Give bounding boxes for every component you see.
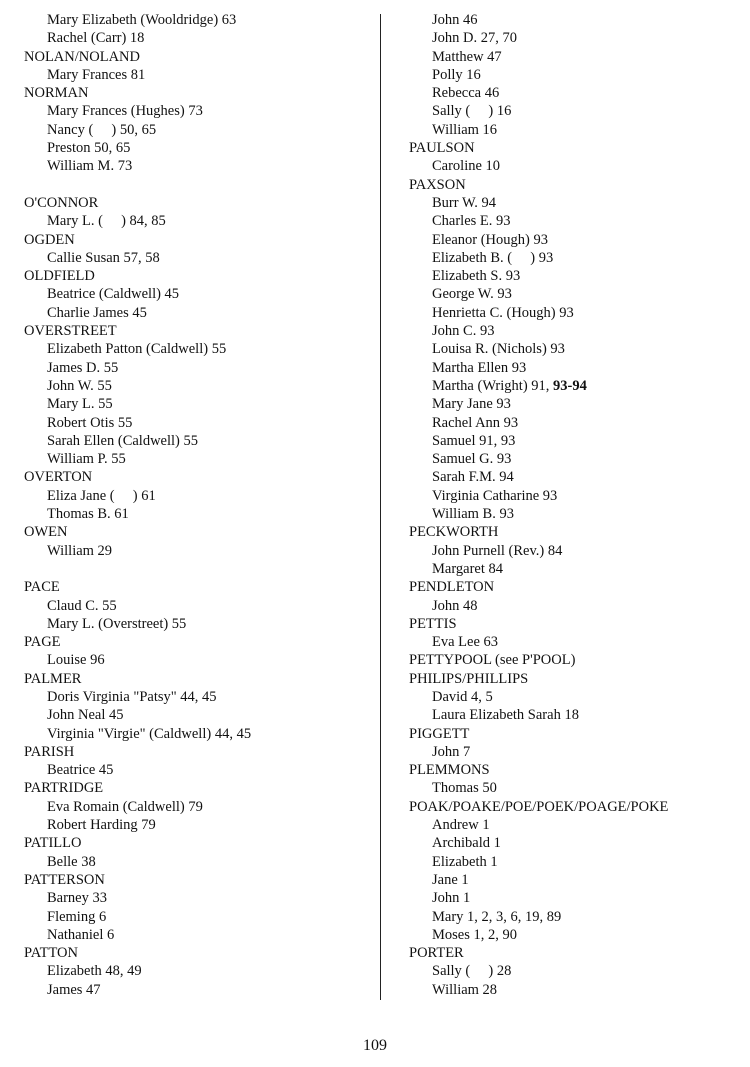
entry-text: Archibald 1 [432, 835, 501, 852]
name-entry [24, 359, 374, 377]
name-entry [409, 157, 744, 175]
name-entry [409, 267, 744, 285]
entry-text: Beatrice (Caldwell) 45 [47, 286, 180, 303]
name-entry [24, 505, 374, 523]
surname-heading [409, 176, 744, 194]
entry-text: PATILLO [24, 835, 82, 852]
entry-text: Sarah Ellen (Caldwell) 55 [47, 432, 198, 449]
name-entry [409, 249, 744, 267]
entry-text: Mary Frances (Hughes) 73 [47, 103, 203, 120]
name-entry [24, 487, 374, 505]
entry-text: Sally ( ) 28 [432, 963, 512, 980]
surname-heading [24, 871, 374, 889]
name-entry [24, 102, 374, 120]
entry-text: OGDEN [24, 231, 75, 248]
name-entry [24, 29, 374, 47]
name-entry [24, 908, 374, 926]
entry-text: John W. 55 [47, 377, 112, 394]
entry-text: PACE [24, 579, 60, 596]
entry-text: Mary 1, 2, 3, 6, 19, 89 [432, 908, 562, 925]
name-entry [24, 304, 374, 322]
entry-text: OVERTON [24, 469, 93, 486]
surname-heading [409, 523, 744, 541]
entry-text: Preston 50, 65 [47, 140, 131, 157]
name-entry [24, 121, 374, 139]
entry-text: Elizabeth B. ( ) 93 [432, 249, 554, 266]
name-entry [409, 121, 744, 139]
name-entry [409, 84, 744, 102]
entry-text: Sarah F.M. 94 [432, 469, 514, 486]
entry-text: William 29 [47, 542, 113, 559]
name-entry [24, 798, 374, 816]
entry-text: Virginia Catharine 93 [432, 487, 558, 504]
entry-text: Rebecca 46 [432, 85, 500, 102]
surname-heading [24, 468, 374, 486]
entry-text: Fleming 6 [47, 908, 107, 925]
page-number: 109 [363, 1037, 387, 1054]
surname-heading [24, 578, 374, 596]
entry-text: Eleanor (Hough) 93 [432, 231, 548, 248]
surname-heading [24, 322, 374, 340]
name-entry [24, 285, 374, 303]
entry-text: OWEN [24, 524, 68, 541]
entry-text: Barney 33 [47, 890, 107, 907]
name-entry [409, 102, 744, 120]
name-entry [409, 542, 744, 560]
entry-text: Beatrice 45 [47, 762, 114, 779]
name-entry [409, 853, 744, 871]
name-entry [24, 139, 374, 157]
name-entry [409, 194, 744, 212]
name-entry [409, 779, 744, 797]
name-entry [409, 231, 744, 249]
surname-heading [409, 139, 744, 157]
name-entry [409, 505, 744, 523]
entry-text: William M. 73 [47, 158, 133, 175]
name-entry [24, 395, 374, 413]
surname-heading [24, 231, 374, 249]
entry-text: James D. 55 [47, 359, 119, 376]
surname-heading [24, 633, 374, 651]
name-entry [24, 157, 374, 175]
name-entry [409, 908, 744, 926]
entry-text: Mary L. ( ) 84, 85 [47, 213, 166, 230]
surname-heading [409, 615, 744, 633]
entry-text: Martha Ellen 93 [432, 359, 527, 376]
name-entry [409, 432, 744, 450]
entry-text: PARISH [24, 743, 75, 760]
entry-text: Nancy ( ) 50, 65 [47, 121, 157, 138]
name-entry [24, 340, 374, 358]
name-entry [24, 962, 374, 980]
surname-heading [409, 651, 744, 669]
name-entry [409, 11, 744, 29]
entry-text: John C. 93 [432, 323, 495, 340]
name-entry [409, 981, 744, 999]
entry-text: George W. 93 [432, 286, 512, 303]
surname-heading [409, 578, 744, 596]
surname-heading [24, 194, 374, 212]
entry-text: Eva Lee 63 [432, 634, 499, 651]
entry-text: NOLAN/NOLAND [24, 48, 140, 65]
entry-text: Mary L. (Overstreet) 55 [47, 615, 187, 632]
name-entry [409, 450, 744, 468]
name-entry [409, 377, 744, 395]
surname-heading [24, 523, 374, 541]
name-entry [409, 706, 744, 724]
name-entry [409, 688, 744, 706]
entry-text: Jane 1 [432, 871, 469, 888]
name-entry [24, 981, 374, 999]
surname-heading [24, 267, 374, 285]
entry-text: John 48 [432, 597, 478, 614]
entry-text: O'CONNOR [24, 194, 99, 211]
entry-text: Thomas 50 [432, 780, 497, 797]
name-entry [409, 871, 744, 889]
entry-text: PAULSON [409, 140, 475, 157]
name-entry [409, 322, 744, 340]
entry-text: PARTRIDGE [24, 780, 104, 797]
entry-text: Samuel G. 93 [432, 451, 512, 468]
entry-text: PATTON [24, 945, 78, 962]
entry-text: Thomas B. 61 [47, 506, 129, 523]
entry-text: Eliza Jane ( ) 61 [47, 487, 156, 504]
entry-text: Elizabeth Patton (Caldwell) 55 [47, 341, 227, 358]
surname-heading [409, 761, 744, 779]
bold-page-reference: 93-94 [553, 377, 587, 394]
surname-heading [409, 670, 744, 688]
entry-text: Sally ( ) 16 [432, 103, 512, 120]
entry-text: Mary Jane 93 [432, 396, 511, 413]
surname-heading [409, 798, 744, 816]
entry-text: Andrew 1 [432, 817, 490, 834]
entry-text: Louise 96 [47, 652, 105, 669]
name-entry [409, 889, 744, 907]
name-entry [24, 706, 374, 724]
surname-heading [24, 48, 374, 66]
entry-text: Eva Romain (Caldwell) 79 [47, 798, 203, 815]
entry-text: Charles E. 93 [432, 213, 511, 230]
name-entry [409, 487, 744, 505]
entry-text: Claud C. 55 [47, 597, 117, 614]
name-entry [409, 285, 744, 303]
name-entry [409, 834, 744, 852]
name-entry [409, 395, 744, 413]
name-entry [409, 304, 744, 322]
entry-text: PETTYPOOL (see P'POOL) [409, 652, 576, 669]
entry-text: Elizabeth 1 [432, 853, 498, 870]
blank-line [24, 560, 374, 578]
entry-text: PALMER [24, 670, 82, 687]
name-entry [24, 615, 374, 633]
entry-text: Nathaniel 6 [47, 926, 115, 943]
entry-text: NORMAN [24, 85, 89, 102]
name-entry [24, 450, 374, 468]
entry-text: PLEMMONS [409, 762, 490, 779]
name-entry [24, 414, 374, 432]
entry-text: PAXSON [409, 176, 466, 193]
entry-text: Elizabeth S. 93 [432, 268, 521, 285]
name-entry [409, 66, 744, 84]
entry-text: Doris Virginia "Patsy" 44, 45 [47, 688, 217, 705]
surname-heading [24, 84, 374, 102]
entry-text: PAGE [24, 634, 61, 651]
name-entry [409, 816, 744, 834]
left-index-column [24, 11, 374, 999]
entry-text: PETTIS [409, 615, 457, 632]
surname-heading [409, 725, 744, 743]
surname-heading [24, 779, 374, 797]
entry-text: Margaret 84 [432, 560, 503, 577]
name-entry [24, 688, 374, 706]
entry-text: John 46 [432, 12, 478, 28]
name-entry [24, 11, 374, 29]
entry-text: John 7 [432, 743, 471, 760]
name-entry [24, 853, 374, 871]
column-divider [380, 14, 381, 1000]
entry-text: PATTERSON [24, 871, 105, 888]
name-entry [24, 377, 374, 395]
name-entry [24, 816, 374, 834]
entry-text: Mary L. 55 [47, 396, 113, 413]
entry-text: Mary Elizabeth (Wooldridge) 63 [47, 12, 237, 28]
entry-text: PORTER [409, 945, 464, 962]
name-entry [24, 725, 374, 743]
name-entry [409, 962, 744, 980]
entry-text: Belle 38 [47, 853, 96, 870]
entry-text: PECKWORTH [409, 524, 499, 541]
entry-text: Burr W. 94 [432, 194, 497, 211]
name-entry [24, 651, 374, 669]
name-entry [24, 66, 374, 84]
entry-text: Rachel Ann 93 [432, 414, 519, 431]
surname-heading [24, 670, 374, 688]
surname-heading [409, 944, 744, 962]
entry-text: Martha (Wright) 91, [432, 377, 554, 394]
name-entry [409, 340, 744, 358]
name-entry [24, 432, 374, 450]
name-entry [409, 926, 744, 944]
entry-text: Caroline 10 [432, 158, 501, 175]
entry-text: Callie Susan 57, 58 [47, 249, 160, 266]
name-entry [24, 542, 374, 560]
blank-line [24, 176, 374, 194]
surname-heading [24, 834, 374, 852]
entry-text: Charlie James 45 [47, 304, 147, 321]
entry-text: John Purnell (Rev.) 84 [432, 542, 563, 559]
name-entry [409, 597, 744, 615]
entry-text: POAK/POAKE/POE/POEK/POAGE/POKE [409, 798, 669, 815]
entry-text: Elizabeth 48, 49 [47, 963, 142, 980]
name-entry [409, 560, 744, 578]
name-entry [24, 212, 374, 230]
name-entry [409, 48, 744, 66]
entry-text: Mary Frances 81 [47, 66, 146, 83]
entry-text: PHILIPS/PHILLIPS [409, 670, 529, 687]
name-entry [409, 414, 744, 432]
entry-text: John 1 [432, 890, 471, 907]
entry-text: Polly 16 [432, 66, 481, 83]
entry-text: William B. 93 [432, 506, 514, 523]
name-entry [24, 889, 374, 907]
entry-text: John Neal 45 [47, 707, 124, 724]
name-entry [409, 359, 744, 377]
name-entry [409, 633, 744, 651]
entry-text: Laura Elizabeth Sarah 18 [432, 707, 579, 724]
entry-text: James 47 [47, 981, 101, 998]
entry-text: OVERSTREET [24, 323, 117, 340]
entry-text: Robert Harding 79 [47, 817, 156, 834]
entry-text: PIGGETT [409, 725, 470, 742]
entry-text: OLDFIELD [24, 268, 95, 285]
entry-text: David 4, 5 [432, 688, 493, 705]
name-entry [409, 468, 744, 486]
entry-text: William P. 55 [47, 451, 126, 468]
entry-text: Henrietta C. (Hough) 93 [432, 304, 574, 321]
entry-text: PENDLETON [409, 579, 495, 596]
entry-text: Rachel (Carr) 18 [47, 30, 145, 47]
name-entry [24, 249, 374, 267]
entry-text: William 16 [432, 121, 498, 138]
right-index-column [409, 11, 744, 999]
entry-text: Samuel 91, 93 [432, 432, 516, 449]
name-entry [409, 743, 744, 761]
name-entry [24, 597, 374, 615]
entry-text: Louisa R. (Nichols) 93 [432, 341, 565, 358]
entry-text: William 28 [432, 981, 498, 998]
entry-text: Virginia "Virgie" (Caldwell) 44, 45 [47, 725, 252, 742]
entry-text: Robert Otis 55 [47, 414, 133, 431]
name-entry [24, 761, 374, 779]
name-entry [409, 212, 744, 230]
surname-heading [24, 743, 374, 761]
name-entry [24, 926, 374, 944]
entry-text: Moses 1, 2, 90 [432, 926, 517, 943]
entry-text: John D. 27, 70 [432, 30, 517, 47]
name-entry [409, 29, 744, 47]
entry-text: Matthew 47 [432, 48, 502, 65]
surname-heading [24, 944, 374, 962]
